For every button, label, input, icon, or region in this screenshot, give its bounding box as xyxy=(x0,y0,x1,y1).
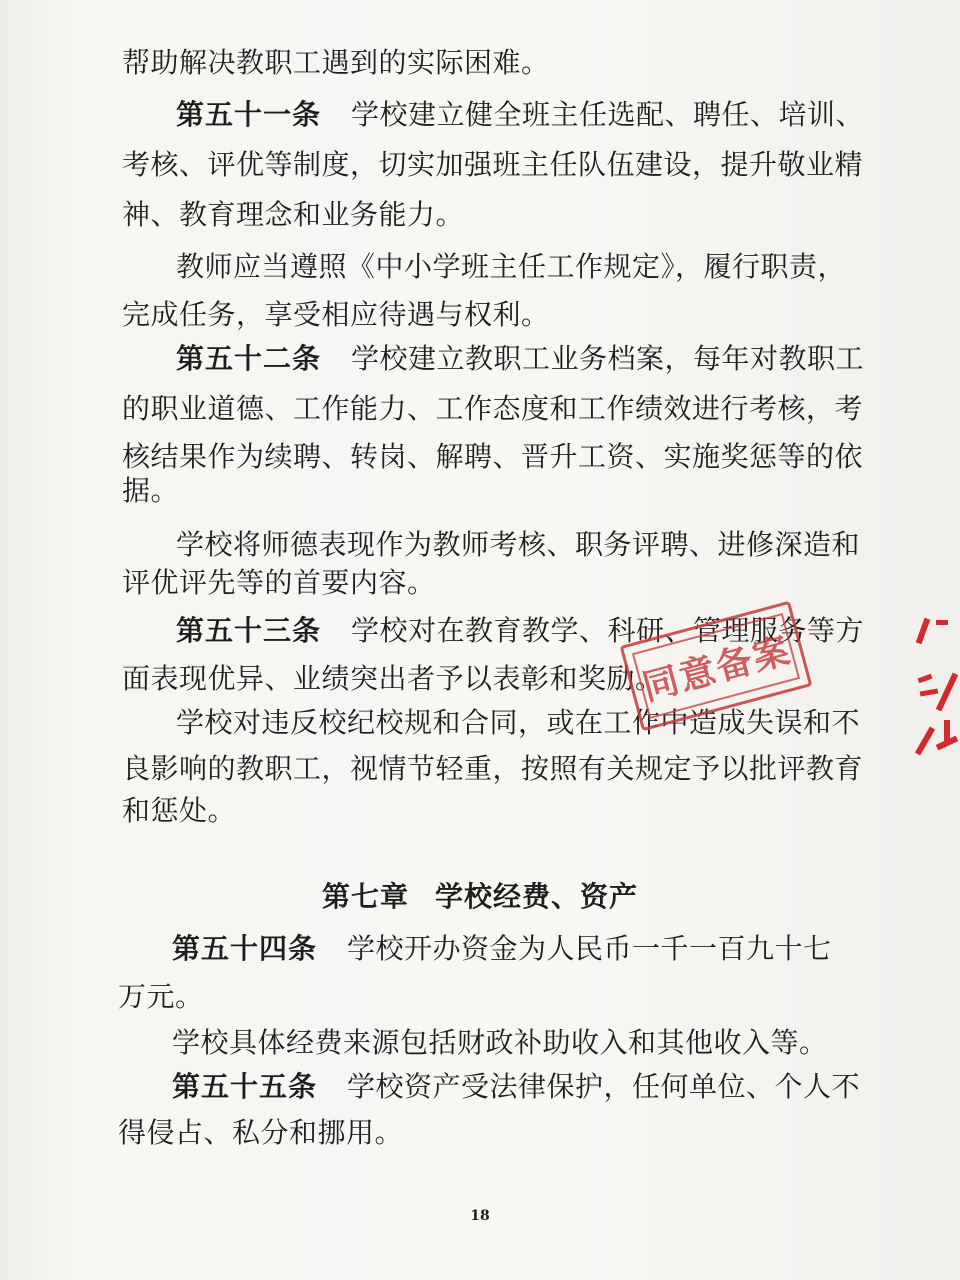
text-line: 评优评先等的首要内容。 xyxy=(122,566,436,599)
text-line: 良影响的教职工，视情节轻重，按照有关规定予以批评教育 xyxy=(122,752,864,785)
text-line: 学校建立教职工业务档案，每年对教职工 xyxy=(351,342,865,375)
text-line: 帮助解决教职工遇到的实际困难。 xyxy=(122,46,550,79)
page-number: 18 xyxy=(470,1208,490,1224)
text-line: 学校将师德表现作为教师考核、职务评聘、进修深造和 xyxy=(176,528,861,561)
text-line: 核结果作为续聘、转岗、解聘、晋升工资、实施奖惩等的依 xyxy=(122,440,864,473)
text-line: 学校对在教育教学、科研、管理服务等方 xyxy=(351,614,865,647)
seal-fragment xyxy=(936,620,948,625)
text-line: 的职业道德、工作能力、工作态度和工作绩效进行考核，考 xyxy=(122,392,864,425)
seal-fragment xyxy=(916,618,931,644)
article-heading: 第五十四条 xyxy=(172,932,318,965)
chapter-number: 第七章 xyxy=(321,880,409,913)
article-heading: 第五十二条 xyxy=(176,342,322,375)
text-line: 学校具体经费来源包括财政补助收入和其他收入等。 xyxy=(172,1026,828,1059)
text-line: 学校对违反校纪校规和合同，或在工作中造成失误和不 xyxy=(176,706,861,739)
article-54-line xyxy=(172,932,832,966)
seal-fragment xyxy=(936,673,958,712)
text-line: 和惩处。 xyxy=(122,794,237,827)
text-line: 面表现优异、业绩突出者予以表彰和奖励。 xyxy=(122,662,664,695)
seal-fragment xyxy=(918,674,933,683)
text-line: 考核、评优等制度，切实加强班主任队伍建设，提升敬业精 xyxy=(122,148,864,181)
chapter-heading xyxy=(0,880,960,914)
chapter-title: 学校经费、资产 xyxy=(435,880,639,913)
text-line: 万元。 xyxy=(118,980,204,1013)
seal-fragment xyxy=(944,720,950,742)
seal-fragment xyxy=(920,688,939,696)
article-heading: 第五十三条 xyxy=(176,614,322,647)
article-51-line xyxy=(176,98,864,132)
article-heading: 第五十五条 xyxy=(172,1070,318,1103)
text-line: 得侵占、私分和挪用。 xyxy=(118,1116,404,1149)
text-line: 学校开办资金为人民币一千一百九十七 xyxy=(347,932,832,965)
text-line: 学校资产受法律保护，任何单位、个人不 xyxy=(347,1070,861,1103)
article-heading: 第五十一条 xyxy=(176,98,322,131)
text-line: 学校建立健全班主任选配、聘任、培训、 xyxy=(351,98,865,131)
article-52-line xyxy=(176,342,864,376)
stamp-text: 同意备案 xyxy=(632,613,800,719)
text-line: 完成任务，享受相应待遇与权利。 xyxy=(122,298,550,331)
article-55-line xyxy=(172,1070,860,1104)
text-line: 教师应当遵照《中小学班主任工作规定》，履行职责， xyxy=(176,250,847,283)
text-line: 据。 xyxy=(122,474,180,507)
text-line: 神、教育理念和业务能力。 xyxy=(122,198,465,231)
seal-fragment xyxy=(915,727,935,756)
